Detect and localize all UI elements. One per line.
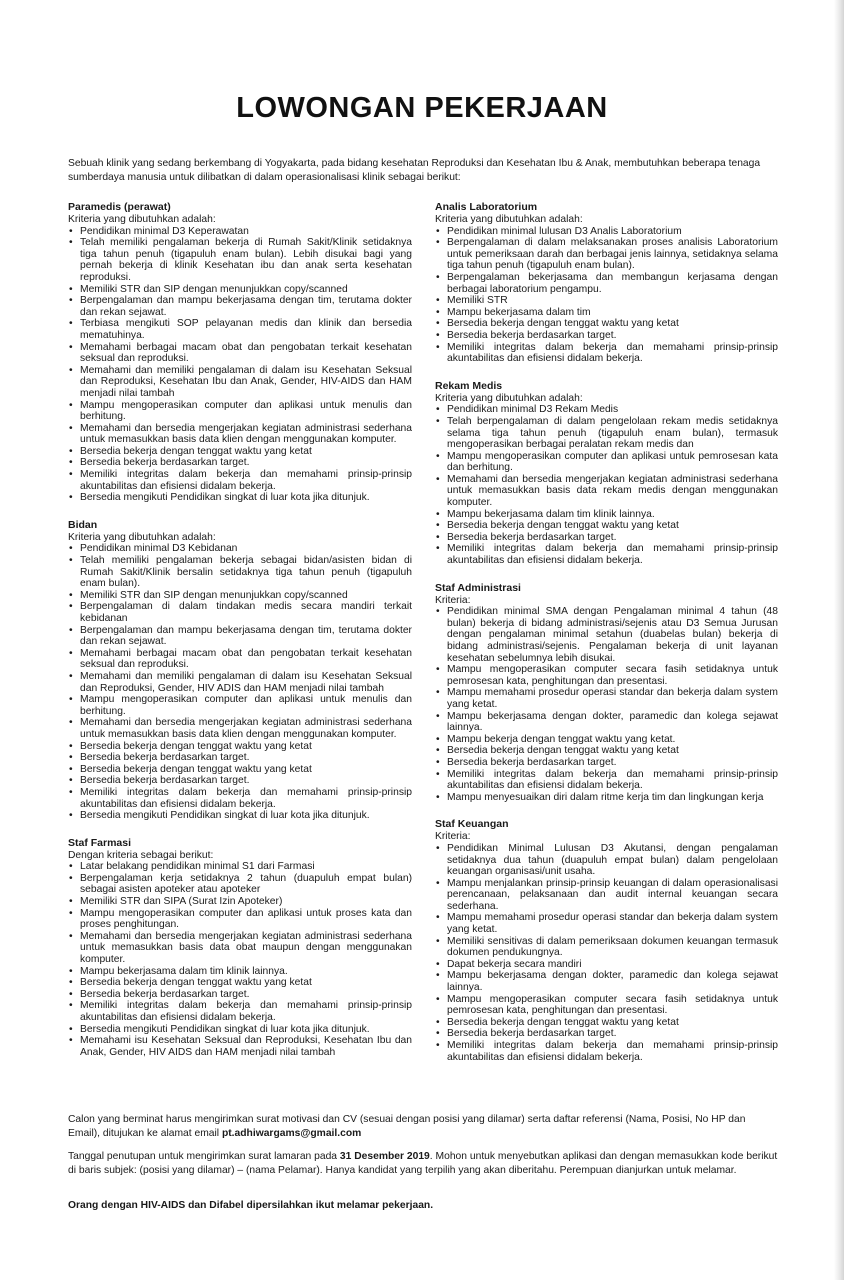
criteria-list (68, 861, 412, 1058)
criteria-item: • Memahami isu Kesehatan Seksual dan Reproduksi, Kesehatan Ibu dan Anak, Gender, HIV AIDS dan HAM menjadi nilai tambah (68, 1035, 412, 1058)
criteria-list (435, 606, 778, 803)
criteria-item: • Mampu menyesuaikan diri dalam ritme kerja tim dan lingkungan kerja (435, 792, 778, 804)
instructions-text: Calon yang berminat harus mengirimkan surat motivasi dan CV (sesuai dengan posisi yang dilamar) serta daftar referensi (Nama, Posisi, No HP dan Email), ditujukan ke alamat email (68, 1114, 746, 1139)
criteria-item: • Pendidikan Minimal Lulusan D3 Akutansi, dengan pengalaman setidaknya dua tahun (duapuluh empat bulan) dalam pengelolaan keuangan organisasi/unit usaha. (435, 843, 778, 878)
criteria-item: • Bersedia bekerja berdasarkan target. (68, 457, 412, 469)
criteria-item: • Mampu bekerja dengan tenggat waktu yang ketat. (435, 734, 778, 746)
criteria-item: • Memahami dan memiliki pengalaman di dalam isu Kesehatan Seksual dan Reproduksi, Gender, HIV ADIS dan HAM menjadi nilai tambah (68, 671, 412, 694)
criteria-item: • Bersedia bekerja dengan tenggat waktu yang ketat (68, 764, 412, 776)
criteria-item: • Berpengalaman kerja setidaknya 2 tahun (duapuluh empat bulan) sebagai asisten apoteker atau apoteker (68, 873, 412, 896)
section-title: Staf Farmasi (68, 836, 132, 849)
criteria-list (68, 226, 412, 504)
criteria-item: • Mampu mengoperasikan computer dan aplikasi untuk proses kata dan proses penghitungan. (68, 908, 412, 931)
page-title: LOWONGAN PEKERJAAN (236, 92, 608, 124)
job-section (435, 818, 778, 1063)
criteria-item: • Memiliki integritas dalam bekerja dan memahami prinsip-prinsip akuntabilitas dan efisiensi didalam bekerja. (435, 342, 778, 365)
criteria-item: • Pendidikan minimal lulusan D3 Analis Laboratorium (435, 226, 778, 238)
section-title: Staf Keuangan (435, 818, 509, 831)
section-title: Analis Laboratorium (435, 201, 538, 213)
criteria-item: • Berpengalaman di dalam melaksanakan proses analisis Laboratorium untuk pemeriksaan darah dan berbagai jenis lainnya, setidaknya selama tiga tahun penuh (tigapuluh enam bulan). (435, 237, 778, 272)
criteria-item: • Bersedia bekerja berdasarkan target. (68, 752, 412, 764)
criteria-item: • Memahami dan bersedia mengerjakan kegiatan administrasi sederhana untuk memasukkan basis data obat maupun dengan menggunakan komputer. (68, 931, 412, 966)
deadline-details: . Mohon untuk menyebutkan aplikasi dan dengan memasukkan kode berikut di baris subjek: (posisi yang dilamar) – (nama Pelamar). Hanya kandidat yang terpilih yang akan diberitahu. Perempuan dianjurkan untuk melamar. (68, 1151, 778, 1176)
page-edge-shadow (834, 0, 844, 1280)
section-intro: Kriteria yang dibutuhkan adalah: (435, 214, 583, 225)
application-instructions (68, 1113, 780, 1140)
section-title: Bidan (68, 518, 98, 531)
criteria-item: • Bersedia bekerja berdasarkan target. (435, 1028, 778, 1040)
criteria-item: • Mampu menjalankan prinsip-prinsip keuangan di dalam operasionalisasi perencanaan, pelaksanaan dan audit internal keuangan secara sederhana. (435, 878, 778, 913)
criteria-item: • Bersedia bekerja dengan tenggat waktu yang ketat (435, 745, 778, 757)
criteria-item: • Memahami dan memiliki pengalaman di dalam isu Kesehatan Seksual dan Reproduksi, Kesehatan Ibu dan Anak, Gender, HIV-AIDS dan HAM menjadi nilai tambah (68, 365, 412, 400)
criteria-list (435, 404, 778, 566)
intro-paragraph: Sebuah klinik yang sedang berkembang di Yogyakarta, pada bidang kesehatan Reproduksi dan Kesehatan Ibu & Anak, membutuhkan beberapa tenaga sumberdaya manusia untuk dilibatkan di dalam operasionalisasi klinik sebagai berikut: (68, 158, 761, 183)
criteria-item: • Bersedia bekerja berdasarkan target. (68, 775, 412, 787)
criteria-item: • Telah memiliki pengalaman bekerja sebagai bidan/asisten bidan di Rumah Sakit/Klinik bersalin setidaknya tiga tahun penuh (tigapuluh enam bulan). (68, 555, 412, 590)
deadline-intro: Tanggal penutupan untuk mengirimkan surat lamaran pada (68, 1151, 340, 1162)
inclusion-note: Orang dengan HIV-AIDS dan Difabel dipersilahkan ikut melamar pekerjaan. (68, 1200, 434, 1211)
section-intro: Kriteria yang dibutuhkan adalah: (68, 531, 216, 543)
criteria-item: • Memahami dan bersedia mengerjakan kegiatan administrasi sederhana untuk memasukkan basis data rekam medis dengan menggunakan komputer. (435, 474, 778, 509)
job-section (68, 519, 412, 822)
criteria-item: • Mampu memahami prosedur operasi standar dan bekerja dalam system yang ketat. (435, 687, 778, 710)
criteria-item: • Bersedia bekerja dengan tenggat waktu yang ketat (68, 977, 412, 989)
section-intro: Dengan kriteria sebagai berikut: (68, 849, 214, 861)
criteria-item: • Dapat bekerja secara mandiri (435, 959, 778, 971)
job-section (68, 837, 412, 1059)
deadline-paragraph (68, 1150, 780, 1177)
criteria-item: • Mampu mengoperasikan computer secara fasih setidaknya untuk pemrosesan kata, penghitungan dan presentasi. (435, 994, 778, 1017)
section-intro: Kriteria yang dibutuhkan adalah: (435, 392, 583, 404)
criteria-item: • Memiliki STR dan SIP dengan menunjukkan copy/scanned (68, 284, 412, 296)
criteria-item: • Memiliki STR (435, 295, 778, 307)
criteria-item: • Telah memiliki pengalaman bekerja di Rumah Sakit/Klinik setidaknya tiga tahun penuh (tigapuluh enam bulan). Lebih disukai bagi yang pernah bekerja di klinik Kesehatan ibu dan anak serta kesehatan reproduksi. (68, 237, 412, 283)
contact-email: pt.adhiwargams@gmail.com (221, 1127, 362, 1139)
criteria-list (435, 843, 778, 1063)
criteria-item: • Memahami berbagai macam obat dan pengobatan terkait kesehatan seksual dan reproduksi. (68, 648, 412, 671)
criteria-item: • Bersedia bekerja dengan tenggat waktu yang ketat (435, 318, 778, 330)
criteria-item: • Terbiasa mengikuti SOP pelayanan medis dan klinik dan bersedia mematuhinya. (68, 318, 412, 341)
criteria-list (68, 543, 412, 821)
section-title: Paramedis (perawat) (68, 201, 171, 213)
deadline-date: 31 Desember 2019 (339, 1151, 430, 1162)
criteria-item: • Pendidikan minimal D3 Kebidanan (68, 543, 412, 555)
criteria-item: • Bersedia bekerja dengan tenggat waktu yang ketat (68, 741, 412, 753)
right-column (435, 201, 778, 1078)
criteria-item: • Memahami dan bersedia mengerjakan kegiatan administrasi sederhana untuk memasukkan basis data klien dengan menggunakan komputer. (68, 717, 412, 740)
criteria-item: • Mampu mengoperasikan computer secara fasih setidaknya untuk pemrosesan kata, penghitungan dan presentasi. (435, 664, 778, 687)
criteria-item: • Memiliki STR dan SIP dengan menunjukkan copy/scanned (68, 590, 412, 602)
criteria-item: • Memiliki integritas dalam bekerja dan memahami prinsip-prinsip akuntabilitas dan efisiensi didalam bekerja. (435, 543, 778, 566)
criteria-item: • Telah berpengalaman di dalam pengelolaan rekam medis setidaknya selama tiga tahun penuh (tigapuluh enam bulan), termasuk mengoperasikan berbagai peralatan rekam medis dan (435, 416, 778, 451)
criteria-item: • Berpengalaman bekerjasama dan membangun kerjasama dengan berbagai laboratorium pengampu. (435, 272, 778, 295)
criteria-item: • Memahami berbagai macam obat dan pengobatan terkait kesehatan seksual dan reproduksi. (68, 342, 412, 365)
criteria-item: • Memiliki integritas dalam bekerja dan memahami prinsip-prinsip akuntabilitas dan efisiensi didalam bekerja. (68, 469, 412, 492)
criteria-item: • Mampu memahami prosedur operasi standar dan bekerja dalam system yang ketat. (435, 912, 778, 935)
criteria-item: • Bersedia bekerja dengan tenggat waktu yang ketat (435, 520, 778, 532)
criteria-item: • Pendidikan minimal D3 Keperawatan (68, 226, 412, 238)
criteria-item: • Berpengalaman dan mampu bekerjasama dengan tim, terutama dokter dan rekan sejawat. (68, 295, 412, 318)
criteria-item: • Memiliki STR dan SIPA (Surat Izin Apoteker) (68, 896, 412, 908)
criteria-item: • Bersedia mengikuti Pendidikan singkat di luar kota jika ditunjuk. (68, 492, 412, 504)
criteria-item: • Memiliki sensitivas di dalam pemeriksaan dokumen keuangan termasuk dokumen pendukungnya. (435, 936, 778, 959)
section-title: Staf Administrasi (435, 581, 521, 594)
criteria-item: • Bersedia mengikuti Pendidikan singkat di luar kota jika ditunjuk. (68, 1024, 412, 1036)
criteria-item: • Berpengalaman dan mampu bekerjasama dengan tim, terutama dokter dan rekan sejawat. (68, 625, 412, 648)
criteria-item: • Mampu mengoperasikan computer dan aplikasi untuk menulis dan berhitung. (68, 400, 412, 423)
criteria-item: • Latar belakang pendidikan minimal S1 dari Farmasi (68, 861, 412, 873)
criteria-item: • Memiliki integritas dalam bekerja dan memahami prinsip-prinsip akuntabilitas dan efisiensi didalam bekerja. (435, 769, 778, 792)
criteria-item: • Mampu bekerjasama dengan dokter, paramedic dan kolega sejawat lainnya. (435, 970, 778, 993)
criteria-item: • Memiliki integritas dalam bekerja dan memahami prinsip-prinsip akuntabilitas dan efisiensi didalam bekerja. (68, 1000, 412, 1023)
criteria-item: • Memiliki integritas dalam bekerja dan memahami prinsip-prinsip akuntabilitas dan efisiensi didalam bekerja. (68, 787, 412, 810)
criteria-item: • Bersedia bekerja dengan tenggat waktu yang ketat (68, 446, 412, 458)
criteria-item: • Mampu mengoperasikan computer dan aplikasi untuk menulis dan berhitung. (68, 694, 412, 717)
criteria-item: • Bersedia bekerja berdasarkan target. (435, 330, 778, 342)
section-intro: Kriteria: (435, 831, 471, 843)
criteria-item: • Mampu bekerjasama dengan dokter, paramedic dan kolega sejawat lainnya. (435, 711, 778, 734)
criteria-item: • Bersedia mengikuti Pendidikan singkat di luar kota jika ditunjuk. (68, 810, 412, 822)
criteria-item: • Mampu mengoperasikan computer dan aplikasi untuk pemrosesan kata dan berhitung. (435, 451, 778, 474)
job-section (435, 380, 778, 567)
job-section (435, 582, 778, 804)
section-intro: Kriteria yang dibutuhkan adalah: (68, 214, 216, 225)
criteria-item: • Memahami dan bersedia mengerjakan kegiatan administrasi sederhana untuk memasukkan basis data klien dengan menggunakan komputer. (68, 423, 412, 446)
criteria-item: • Bersedia bekerja dengan tenggat waktu yang ketat (435, 1017, 778, 1029)
criteria-item: • Berpengalaman di dalam tindakan medis secara mandiri terkait kebidanan (68, 601, 412, 624)
section-title: Rekam Medis (435, 379, 503, 392)
criteria-item: • Pendidikan minimal SMA dengan Pengalaman minimal 4 tahun (48 bulan) bekerja di bidang administrasi/sejenis atau D3 Semua Jurusan dengan pengalaman minimal setahun (duabelas bulan) bekerja di bidang administrasi/sejenis. Pengalaman bekerja di unit layanan kesehatan sebelumnya lebih disukai. (435, 606, 778, 664)
criteria-item: • Pendidikan minimal D3 Rekam Medis (435, 404, 778, 416)
criteria-item: • Memiliki integritas dalam bekerja dan memahami prinsip-prinsip akuntabilitas dan efisiensi didalam bekerja. (435, 1040, 778, 1063)
criteria-item: • Mampu bekerjasama dalam tim klinik lainnya. (68, 966, 412, 978)
criteria-item: • Mampu bekerjasama dalam tim klinik lainnya. (435, 509, 778, 521)
criteria-item: • Bersedia bekerja berdasarkan target. (435, 757, 778, 769)
section-intro: Kriteria: (435, 594, 471, 606)
criteria-list (435, 226, 778, 365)
criteria-item: • Mampu bekerjasama dalam tim (435, 307, 778, 319)
criteria-item: • Bersedia bekerja berdasarkan target. (435, 532, 778, 544)
criteria-item: • Bersedia bekerja berdasarkan target. (68, 989, 412, 1001)
job-section (68, 201, 412, 504)
left-column (68, 201, 412, 1073)
job-section (435, 201, 778, 365)
